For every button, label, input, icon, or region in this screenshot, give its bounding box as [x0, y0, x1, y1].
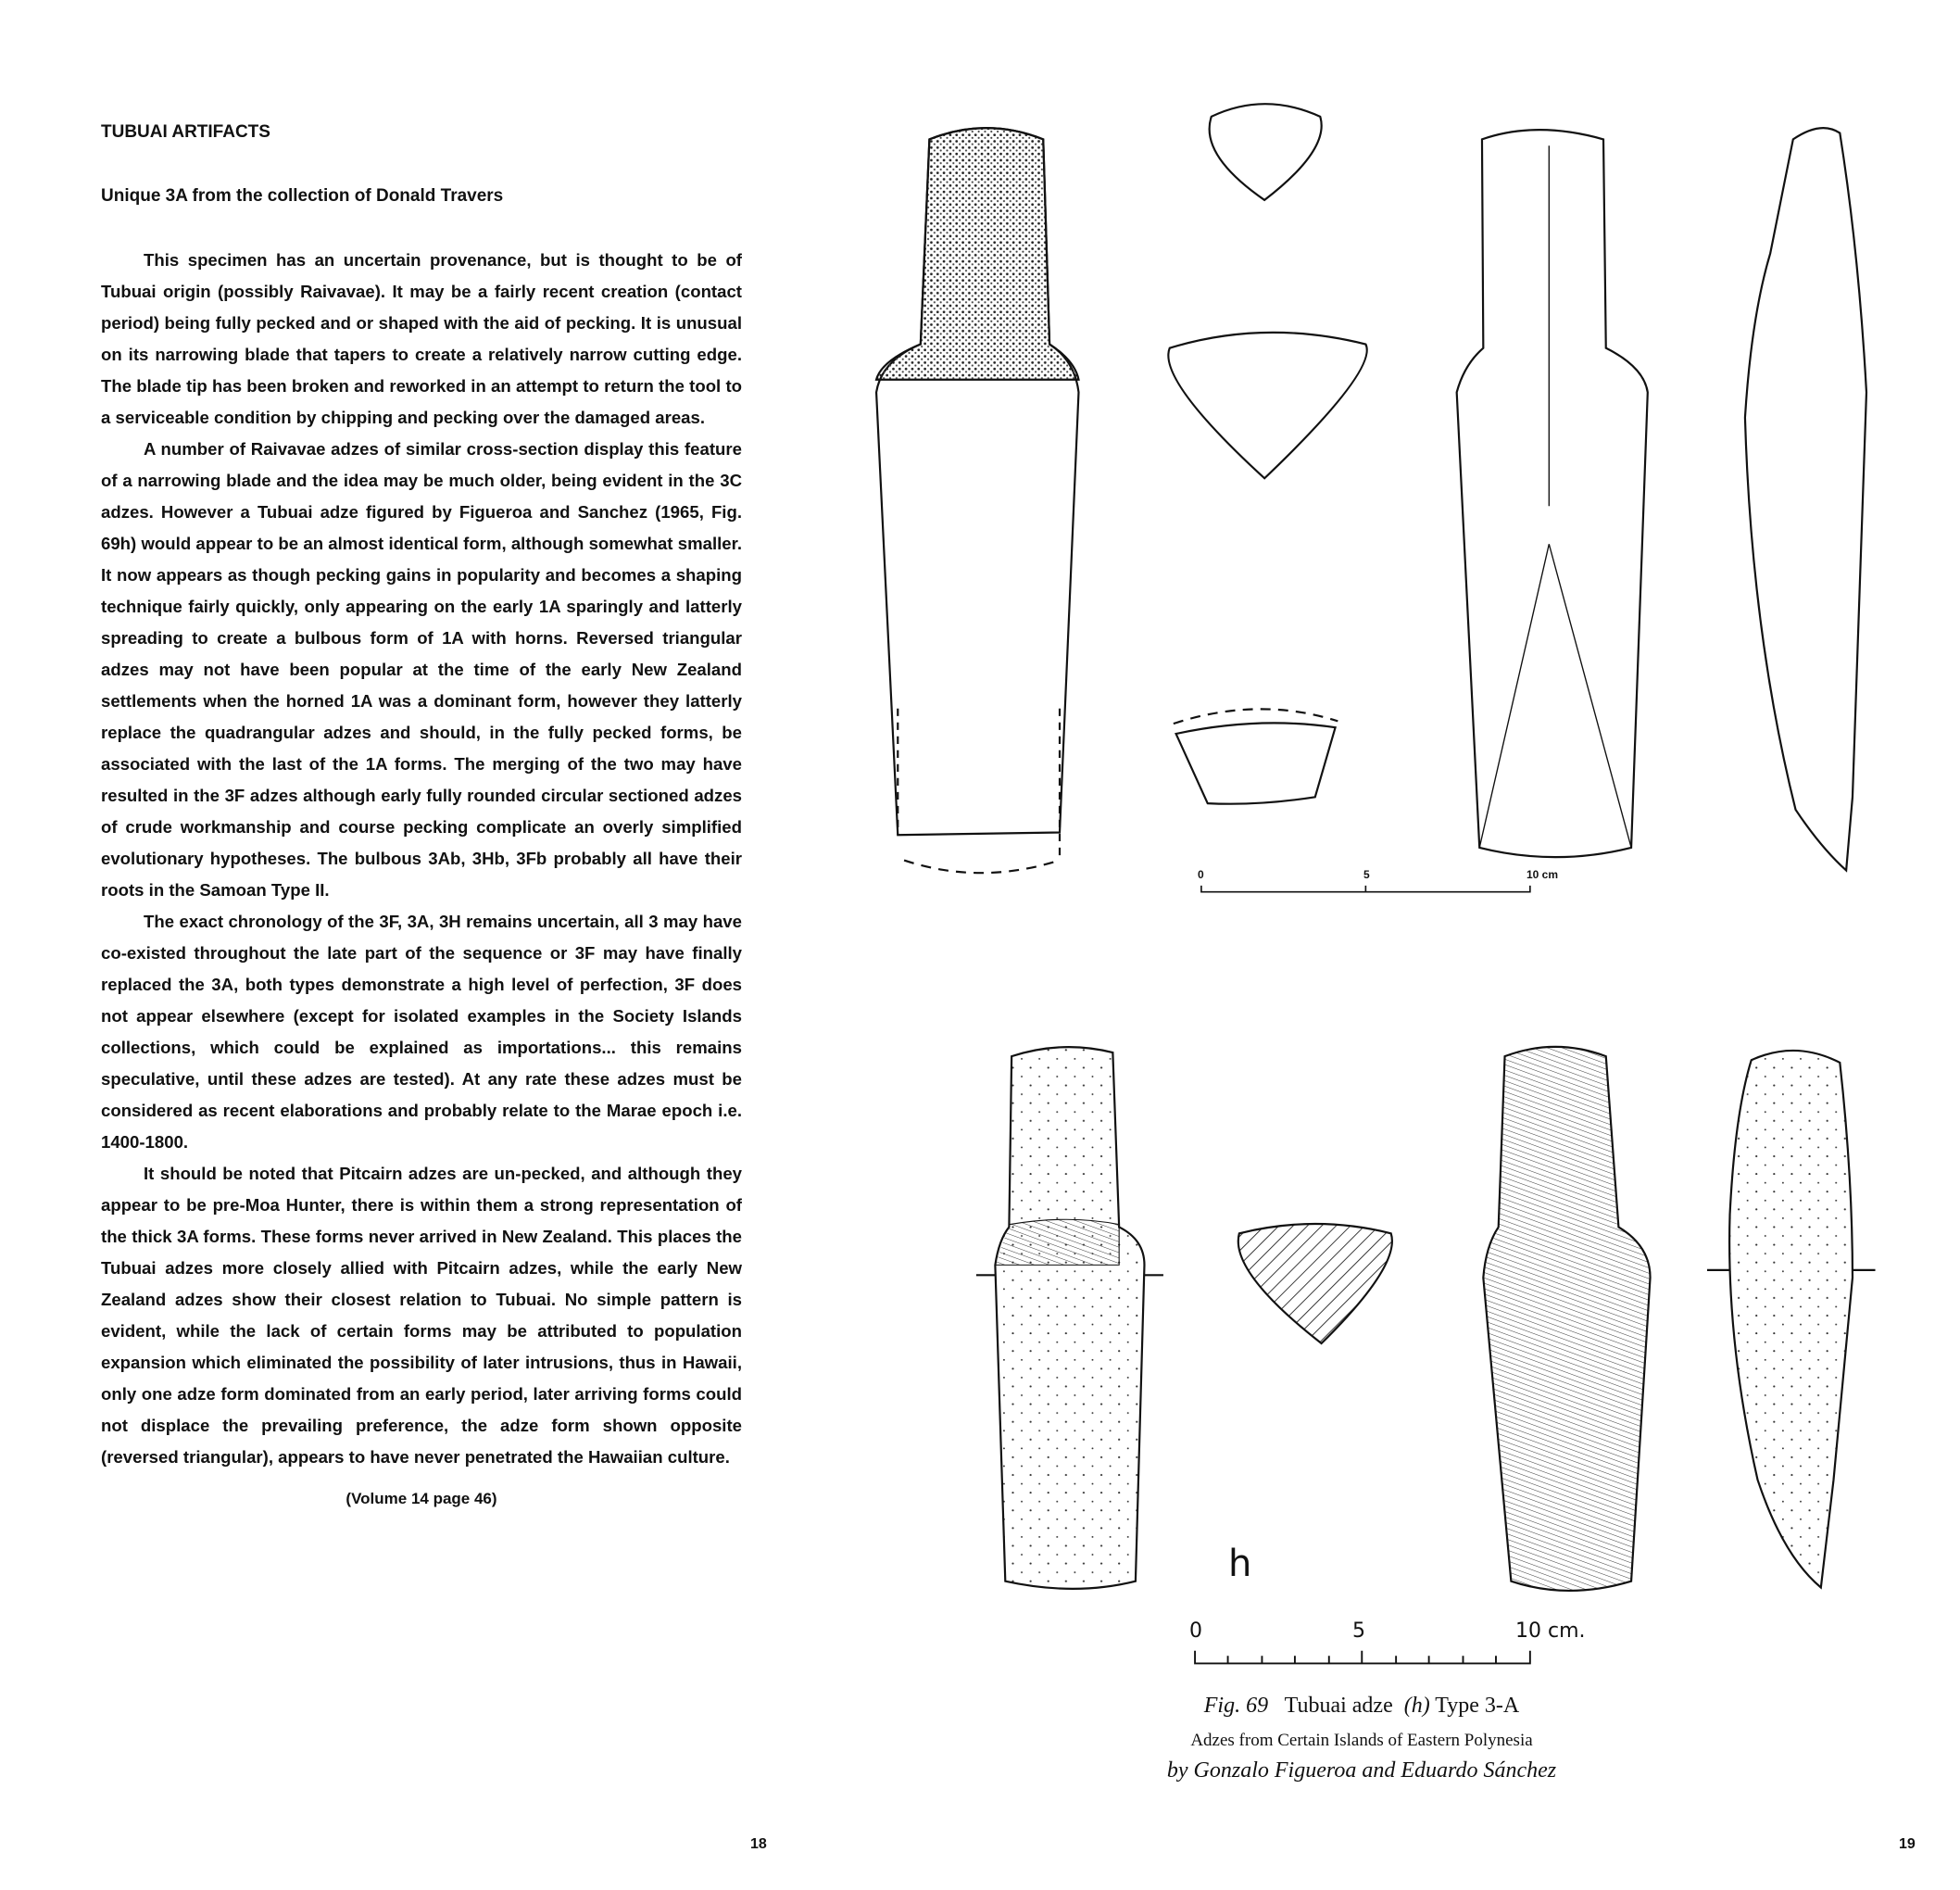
scale-label-10: 10 cm [1527, 868, 1559, 881]
adze-front-view-h [976, 1047, 1163, 1589]
adze-face-view [1457, 130, 1648, 857]
page-number-right: 19 [1899, 1836, 1916, 1852]
caption-fig-number: Fig. 69 [1203, 1694, 1269, 1718]
cross-section-hatched [1238, 1224, 1392, 1343]
scale-label-5: 5 [1352, 1619, 1365, 1643]
caption-authors: by Gonzalo Figueroa and Eduardo Sánchez [1166, 1758, 1557, 1783]
paragraph: The exact chronology of the 3F, 3A, 3H remains uncertain, all 3 may have co-existed throughout the late part of the sequence or 3F may have finally replaced the 3A, both types demonstrate a high level of perfection, 3F does not appear elsewhere (except for isolated examples in the Society Islands collections, which could be explained as importations... this remains speculative, until these adzes are tested). At any rate these adzes must be considered as recent elaborations and probably relate to the Marae epoch i.e. 1400-1800. [101, 912, 742, 1152]
page-number-left: 18 [750, 1836, 767, 1852]
scale-label-10: 10 cm. [1515, 1619, 1586, 1643]
adze-face-view-h [1483, 1047, 1650, 1591]
section-heading: TUBUAI ARTIFACTS [101, 122, 270, 142]
paragraph: It should be noted that Pitcairn adzes are un-pecked, and although they appear to be pre-Moa Hunter, there is within them a strong representation of the thick 3A forms. These forms never arrived in New Zealand. This places the Tubuai adzes more closely allied with Pitcairn adzes, while the early New Zealand adzes show their closest relation to Tubuai. No simple pattern is evident, while the lack of certain forms may be attributed to population expansion which eliminated the possibility of later intrusions, thus in Hawaii, only one adze form dominated from an early period, later arriving forms could not displace the prevailing preference, the adze form shown opposite (reversed triangular), appears to have never penetrated the Hawaiian culture. [101, 1164, 742, 1467]
paragraph: A number of Raivavae adzes of similar cross-section display this feature of a narrowing blade and the idea may be much older, being evident in the 3C adzes. However a Tubuai adze figured by Figueroa and Sanchez (1965, Fig. 69h) would appear to be an almost identical form, although somewhat smaller. It now appears as though pecking gains in popularity and becomes a shaping technique fairly quickly, only appearing on the early 1A sparingly and latterly spreading to create a bulbous form of 1A with horns. Reversed triangular adzes may not have been popular at the time of the early New Zealand settlements when the horned 1A was a dominant form, however they latterly replace the quadrangular adzes and should, in the fully pecked forms, be associated with the last of the 1A forms. The merging of the two may have resulted in the 3F adzes although early fully rounded circular sectioned adzes of crude workmanship and course pecking complicate an overly simplified evolutionary hypotheses. The bulbous 3Ab, 3Hb, 3Fb probably all have their roots in the Samoan Type II. [101, 439, 742, 900]
caption-title: Tubuai adze [1284, 1694, 1393, 1718]
cross-section-top [1210, 104, 1322, 200]
scale-bar-bottom [1195, 1651, 1530, 1664]
scale-bar-top [1201, 886, 1530, 892]
scale-label-0: 0 [1189, 1619, 1202, 1643]
adze-side-view-h [1707, 1051, 1876, 1588]
adze-front-view-pecked [876, 128, 1078, 873]
source-reference: (Volume 14 page 46) [346, 1490, 497, 1507]
figure-letter: h [1228, 1543, 1252, 1585]
caption-letter: (h) [1403, 1694, 1430, 1718]
scale-label-0: 0 [1198, 868, 1204, 881]
figure-caption [1084, 1694, 1640, 1719]
caption-type: Type 3-A [1435, 1694, 1520, 1718]
adze-side-view [1745, 128, 1866, 870]
cross-section-middle [1168, 333, 1366, 478]
scale-label-5: 5 [1363, 868, 1370, 881]
section-subheading: Unique 3A from the collection of Donald Travers [101, 186, 504, 206]
paragraph: This specimen has an uncertain provenance, but is thought to be of Tubuai origin (possibly Raivavae). It may be a fairly recent creation (contact period) being fully pecked and or shaped with the aid of pecking. It is unusual on its narrowing blade that tapers to create a relatively narrow cutting edge. The blade tip has been broken and reworked in an attempt to return the tool to a serviceable condition by chipping and pecking over the damaged areas. [101, 250, 742, 427]
cross-section-blade [1174, 709, 1338, 803]
caption-book-title: Adzes from Certain Islands of Eastern Polynesia [1190, 1731, 1533, 1750]
